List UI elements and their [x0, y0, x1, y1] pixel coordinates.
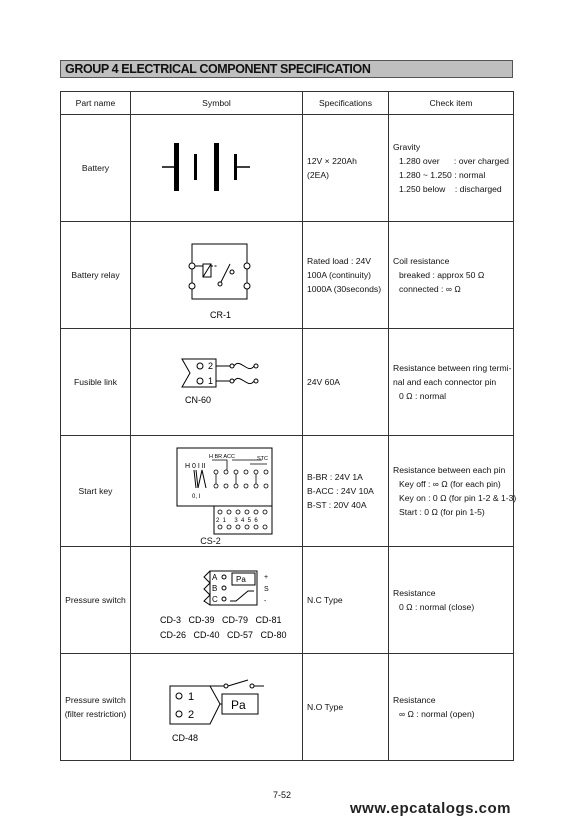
pressure-switch-symbol — [131, 547, 303, 654]
svg-text:H BR ACC: H BR ACC — [208, 454, 235, 460]
col-header-specs: Specifications — [303, 92, 389, 115]
section-header — [60, 60, 513, 78]
check-cell: Gravity 1.280 over : over charged 1.280 ~ 1.250 : normal 1.250 below : discharged — [389, 115, 514, 222]
svg-text:Pa: Pa — [230, 698, 246, 712]
part-name: Battery — [61, 115, 131, 222]
fuse-icon — [132, 331, 302, 431]
svg-text:1: 1 — [207, 376, 213, 386]
part-name: Pressure switch — [61, 547, 131, 654]
svg-text:B: B — [211, 584, 217, 593]
check-cell: Resistance between each pin Key off : ∞ Ω (for each pin) Key on : 0 Ω (for pin 1-2 & 1-3) Start : 0 Ω (for pin 1-5) — [389, 436, 514, 547]
filter-switch-symbol — [131, 654, 303, 761]
col-header-check: Check item — [389, 92, 514, 115]
svg-text:2 1 3 4 5 6: 2 1 3 4 5 6 — [215, 518, 258, 524]
col-header-part: Part name — [61, 92, 131, 115]
relay-icon — [132, 224, 302, 324]
specs-cell: N.C Type — [303, 547, 389, 654]
table-row — [61, 115, 514, 222]
connector-codes: CD-3 CD-39 CD-79 CD-81 — [159, 615, 282, 625]
svg-text:A: A — [211, 573, 217, 582]
fusible-link-symbol — [131, 329, 303, 436]
part-name: Battery relay — [61, 222, 131, 329]
col-header-symbol: Symbol — [131, 92, 303, 115]
svg-text:H 0 I II: H 0 I II — [184, 463, 206, 470]
svg-text:C: C — [263, 456, 268, 462]
connector-label: CS-2 — [200, 536, 221, 546]
watermark: www.epcatalogs.com — [350, 800, 511, 817]
check-cell: Resistance ∞ Ω : normal (open) — [389, 654, 514, 761]
part-name: Start key — [61, 436, 131, 547]
battery-icon — [132, 117, 302, 217]
specs-cell: N.O Type — [303, 654, 389, 761]
section-title: GROUP 4 ELECTRICAL COMPONENT SPECIFICATION — [65, 62, 371, 76]
specs-cell: B-BR : 24V 1A B-ACC : 24V 10A B-ST : 20V 40A — [303, 436, 389, 547]
battery-relay-symbol — [131, 222, 303, 329]
check-cell: Coil resistance breaked : approx 50 Ω connected : ∞ Ω — [389, 222, 514, 329]
svg-text:0, I: 0, I — [191, 494, 200, 500]
table-row — [61, 654, 514, 761]
battery-symbol — [131, 115, 303, 222]
table-row — [61, 436, 514, 547]
svg-text:+: + — [263, 574, 268, 581]
pressure-switch-icon — [132, 656, 302, 756]
svg-text:Pa: Pa — [235, 575, 246, 584]
table-row — [61, 222, 514, 329]
check-cell: Resistance 0 Ω : normal (close) — [389, 547, 514, 654]
svg-text:S: S — [263, 586, 269, 593]
part-name: Fusible link — [61, 329, 131, 436]
svg-text:2: 2 — [187, 709, 194, 721]
spec-table — [60, 91, 517, 761]
svg-text:1: 1 — [187, 691, 194, 703]
page-number: 7-52 — [273, 790, 292, 800]
part-name: Pressure switch (filter restriction) — [61, 654, 131, 761]
svg-text:C: C — [211, 595, 218, 604]
specs-cell: Rated load : 24V 100A (continuity) 1000A (30seconds) — [303, 222, 389, 329]
connector-label: CD-48 — [171, 733, 198, 743]
start-key-symbol — [131, 436, 303, 547]
specs-cell: 12V × 220Ah (2EA) — [303, 115, 389, 222]
table-row — [61, 329, 514, 436]
specs-cell: 24V 60A — [303, 329, 389, 436]
svg-text:2: 2 — [207, 361, 213, 371]
connector-label: CR-1 — [209, 310, 231, 320]
table-row — [61, 547, 514, 654]
connector-codes: CD-26 CD-40 CD-57 CD-80 — [159, 630, 287, 640]
pressure-switch-icon — [132, 549, 302, 649]
svg-text:ST: ST — [256, 456, 264, 462]
connector-label: CN-60 — [184, 395, 211, 405]
check-cell: Resistance between ring termi- nal and each connector pin 0 Ω : normal — [389, 329, 514, 436]
header-row — [61, 92, 514, 115]
svg-text:-: - — [263, 598, 266, 605]
key-switch-icon — [132, 436, 302, 536]
